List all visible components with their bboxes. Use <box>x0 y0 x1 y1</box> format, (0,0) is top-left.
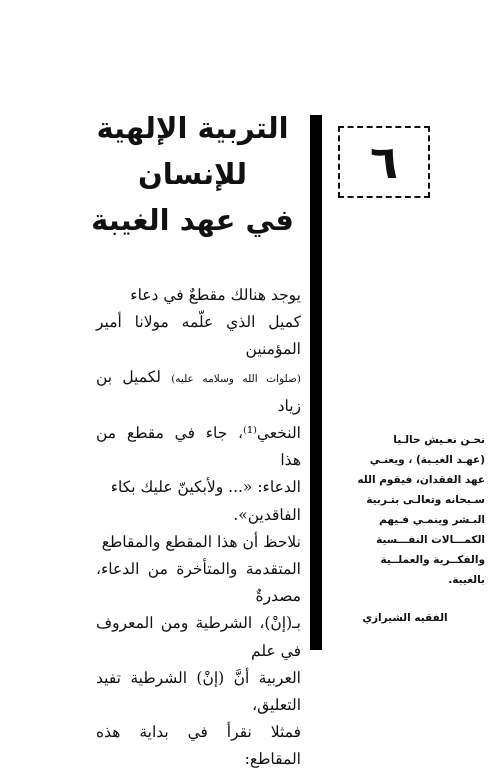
side-note-line: والفكــرية والعملــية <box>380 554 485 566</box>
side-note-line: بالغيبة. <box>448 574 485 586</box>
side-note-line: عهد الفقدان، فيقوم الله <box>357 474 485 486</box>
side-note-quote <box>325 430 485 590</box>
chapter-number-box <box>338 126 430 198</box>
body-text <box>96 282 301 774</box>
side-note-line: (عهـد الغيـبة) ، ويعنـي <box>369 454 485 466</box>
title-line-1: التربية الإلهية <box>96 111 289 145</box>
body-line: فمثلا نقرأ في بداية هذه المقاطع: <box>96 723 301 769</box>
vertical-divider <box>310 115 322 650</box>
side-note-author: الفقيه الشيرازي <box>362 612 448 624</box>
body-line: بـ(إنْ)، الشرطية ومن المعروف في علم <box>96 614 301 660</box>
chapter-title <box>80 105 305 243</box>
body-line: نلاحظ أن هذا المقطع والمقاطع <box>101 532 301 551</box>
body-line-part: لكميل بن زياد <box>96 367 301 415</box>
body-line <box>96 364 301 420</box>
salutation-text: (صلوات الله وسلامه عليه) <box>171 372 301 385</box>
body-line: المتقدمة والمتأخرة من الدعاء، مصدرةٌ <box>96 560 301 606</box>
body-line: النخعي⁽¹⁾، جاء في مقطع من هذا <box>96 424 301 470</box>
body-line: الفاقدين». <box>233 505 301 524</box>
side-note-line: سـبحانه وتعالـى بتـربية <box>366 494 485 506</box>
chapter-number: ٦ <box>369 135 399 189</box>
body-line: كميل الذي علّمه مولانا أمير المؤمنين <box>96 313 301 359</box>
body-line: يوجد هنالك مقطعٌ في دعاء <box>130 286 301 304</box>
side-note-line: الكمـــالات النفـــسية <box>376 534 485 546</box>
title-line-3: في عهد الغيبة <box>91 203 294 237</box>
side-note-line: البـشر وينمـي فـيهم <box>379 514 485 526</box>
body-line: العربية أنَّ (إنْ) الشرطية تفيد التعليق، <box>96 668 301 715</box>
title-line-2: للإنسان <box>138 157 247 191</box>
body-line: الدعاء: «... ولأبكينّ عليك بكاء <box>110 478 301 497</box>
side-note-line: نحـن نعـيش حالـيا <box>393 434 485 446</box>
